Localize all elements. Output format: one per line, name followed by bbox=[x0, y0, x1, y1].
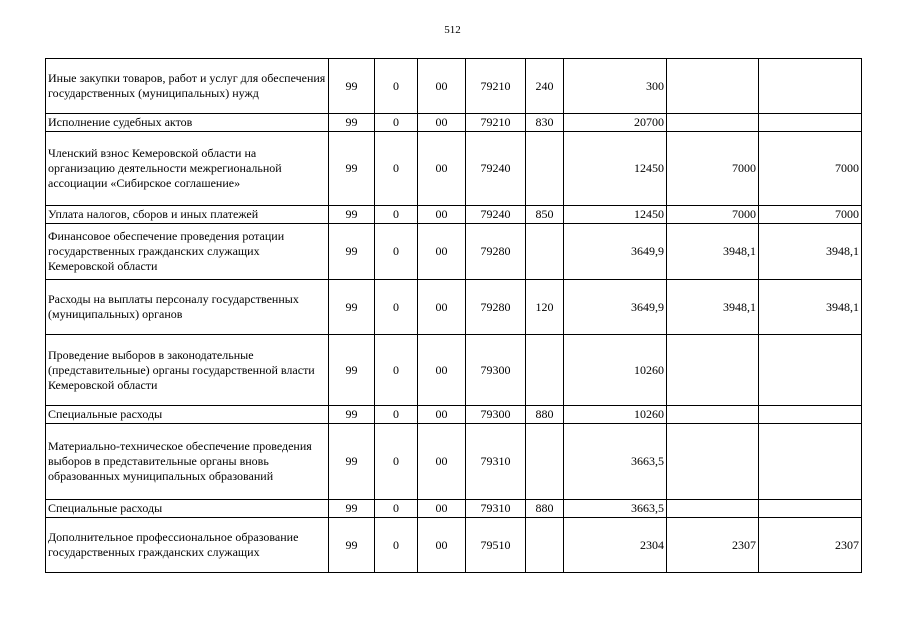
cell-amount-year-1: 12450 bbox=[564, 132, 667, 206]
cell-program: 00 bbox=[418, 114, 466, 132]
cell-amount-year-1: 3663,5 bbox=[564, 500, 667, 518]
cell-amount-year-3: 7000 bbox=[759, 132, 862, 206]
cell-subsection: 0 bbox=[375, 114, 418, 132]
cell-amount-year-2: 7000 bbox=[667, 206, 759, 224]
table-row bbox=[46, 132, 862, 206]
cell-amount-year-2 bbox=[667, 335, 759, 406]
cell-section: 99 bbox=[329, 424, 375, 500]
row-description: Расходы на выплаты персоналу государственных (муниципальных) органов bbox=[46, 280, 329, 335]
cell-amount-year-2 bbox=[667, 500, 759, 518]
cell-amount-year-3: 3948,1 bbox=[759, 280, 862, 335]
cell-amount-year-1: 3649,9 bbox=[564, 280, 667, 335]
table-row bbox=[46, 500, 862, 518]
cell-target-code: 79280 bbox=[466, 280, 526, 335]
cell-expense-type bbox=[526, 132, 564, 206]
cell-program: 00 bbox=[418, 206, 466, 224]
cell-program: 00 bbox=[418, 132, 466, 206]
cell-section: 99 bbox=[329, 335, 375, 406]
cell-target-code: 79210 bbox=[466, 59, 526, 114]
row-description: Уплата налогов, сборов и иных платежей bbox=[46, 206, 329, 224]
cell-amount-year-1: 2304 bbox=[564, 518, 667, 573]
cell-amount-year-3: 3948,1 bbox=[759, 224, 862, 280]
table-row bbox=[46, 114, 862, 132]
budget-table bbox=[45, 58, 862, 573]
cell-amount-year-1: 12450 bbox=[564, 206, 667, 224]
cell-amount-year-3 bbox=[759, 424, 862, 500]
cell-amount-year-2: 3948,1 bbox=[667, 280, 759, 335]
row-description: Специальные расходы bbox=[46, 500, 329, 518]
row-description: Материально-техническое обеспечение проведения выборов в представительные органы вновь образованных муниципальных образований bbox=[46, 424, 329, 500]
row-description: Исполнение судебных актов bbox=[46, 114, 329, 132]
cell-amount-year-3 bbox=[759, 500, 862, 518]
cell-amount-year-3 bbox=[759, 406, 862, 424]
cell-program: 00 bbox=[418, 335, 466, 406]
cell-amount-year-2: 3948,1 bbox=[667, 224, 759, 280]
cell-program: 00 bbox=[418, 424, 466, 500]
cell-expense-type: 850 bbox=[526, 206, 564, 224]
cell-program: 00 bbox=[418, 59, 466, 114]
cell-subsection: 0 bbox=[375, 518, 418, 573]
cell-amount-year-2 bbox=[667, 424, 759, 500]
cell-program: 00 bbox=[418, 518, 466, 573]
cell-amount-year-2 bbox=[667, 59, 759, 114]
cell-subsection: 0 bbox=[375, 280, 418, 335]
cell-subsection: 0 bbox=[375, 406, 418, 424]
cell-subsection: 0 bbox=[375, 132, 418, 206]
row-description: Специальные расходы bbox=[46, 406, 329, 424]
cell-program: 00 bbox=[418, 406, 466, 424]
cell-subsection: 0 bbox=[375, 424, 418, 500]
cell-section: 99 bbox=[329, 114, 375, 132]
cell-expense-type: 880 bbox=[526, 500, 564, 518]
cell-target-code: 79510 bbox=[466, 518, 526, 573]
cell-section: 99 bbox=[329, 406, 375, 424]
cell-amount-year-1: 3649,9 bbox=[564, 224, 667, 280]
cell-section: 99 bbox=[329, 518, 375, 573]
table-row bbox=[46, 224, 862, 280]
row-description: Финансовое обеспечение проведения ротации государственных гражданских служащих Кемеровской области bbox=[46, 224, 329, 280]
cell-expense-type: 240 bbox=[526, 59, 564, 114]
cell-amount-year-1: 10260 bbox=[564, 335, 667, 406]
cell-subsection: 0 bbox=[375, 206, 418, 224]
cell-amount-year-3 bbox=[759, 335, 862, 406]
cell-subsection: 0 bbox=[375, 224, 418, 280]
cell-amount-year-3: 2307 bbox=[759, 518, 862, 573]
table-row bbox=[46, 518, 862, 573]
cell-program: 00 bbox=[418, 280, 466, 335]
cell-target-code: 79210 bbox=[466, 114, 526, 132]
cell-subsection: 0 bbox=[375, 335, 418, 406]
table-row bbox=[46, 424, 862, 500]
cell-target-code: 79240 bbox=[466, 206, 526, 224]
cell-target-code: 79300 bbox=[466, 406, 526, 424]
table-row bbox=[46, 406, 862, 424]
cell-subsection: 0 bbox=[375, 59, 418, 114]
cell-section: 99 bbox=[329, 500, 375, 518]
cell-expense-type bbox=[526, 224, 564, 280]
cell-expense-type: 830 bbox=[526, 114, 564, 132]
cell-expense-type bbox=[526, 518, 564, 573]
row-description: Членский взнос Кемеровской области на организацию деятельности межрегиональной ассоциации «Сибирское соглашение» bbox=[46, 132, 329, 206]
cell-program: 00 bbox=[418, 224, 466, 280]
cell-section: 99 bbox=[329, 206, 375, 224]
cell-target-code: 79310 bbox=[466, 500, 526, 518]
cell-amount-year-3 bbox=[759, 114, 862, 132]
cell-amount-year-1: 3663,5 bbox=[564, 424, 667, 500]
cell-expense-type bbox=[526, 335, 564, 406]
table-row bbox=[46, 280, 862, 335]
cell-amount-year-1: 300 bbox=[564, 59, 667, 114]
table-row bbox=[46, 206, 862, 224]
cell-target-code: 79300 bbox=[466, 335, 526, 406]
cell-section: 99 bbox=[329, 59, 375, 114]
cell-amount-year-3: 7000 bbox=[759, 206, 862, 224]
row-description: Иные закупки товаров, работ и услуг для обеспечения государственных (муниципальных) нужд bbox=[46, 59, 329, 114]
cell-section: 99 bbox=[329, 132, 375, 206]
row-description: Дополнительное профессиональное образование государственных гражданских служащих bbox=[46, 518, 329, 573]
cell-program: 00 bbox=[418, 500, 466, 518]
table-row bbox=[46, 59, 862, 114]
cell-target-code: 79240 bbox=[466, 132, 526, 206]
row-description: Проведение выборов в законодательные (представительные) органы государственной власти Кемеровской области bbox=[46, 335, 329, 406]
cell-expense-type: 880 bbox=[526, 406, 564, 424]
cell-amount-year-3 bbox=[759, 59, 862, 114]
cell-amount-year-2: 2307 bbox=[667, 518, 759, 573]
table-row bbox=[46, 335, 862, 406]
cell-target-code: 79310 bbox=[466, 424, 526, 500]
cell-section: 99 bbox=[329, 224, 375, 280]
cell-expense-type bbox=[526, 424, 564, 500]
cell-section: 99 bbox=[329, 280, 375, 335]
cell-amount-year-2 bbox=[667, 114, 759, 132]
cell-amount-year-2 bbox=[667, 406, 759, 424]
cell-amount-year-2: 7000 bbox=[667, 132, 759, 206]
cell-expense-type: 120 bbox=[526, 280, 564, 335]
cell-target-code: 79280 bbox=[466, 224, 526, 280]
cell-amount-year-1: 20700 bbox=[564, 114, 667, 132]
page-number: 512 bbox=[444, 24, 461, 36]
cell-amount-year-1: 10260 bbox=[564, 406, 667, 424]
cell-subsection: 0 bbox=[375, 500, 418, 518]
